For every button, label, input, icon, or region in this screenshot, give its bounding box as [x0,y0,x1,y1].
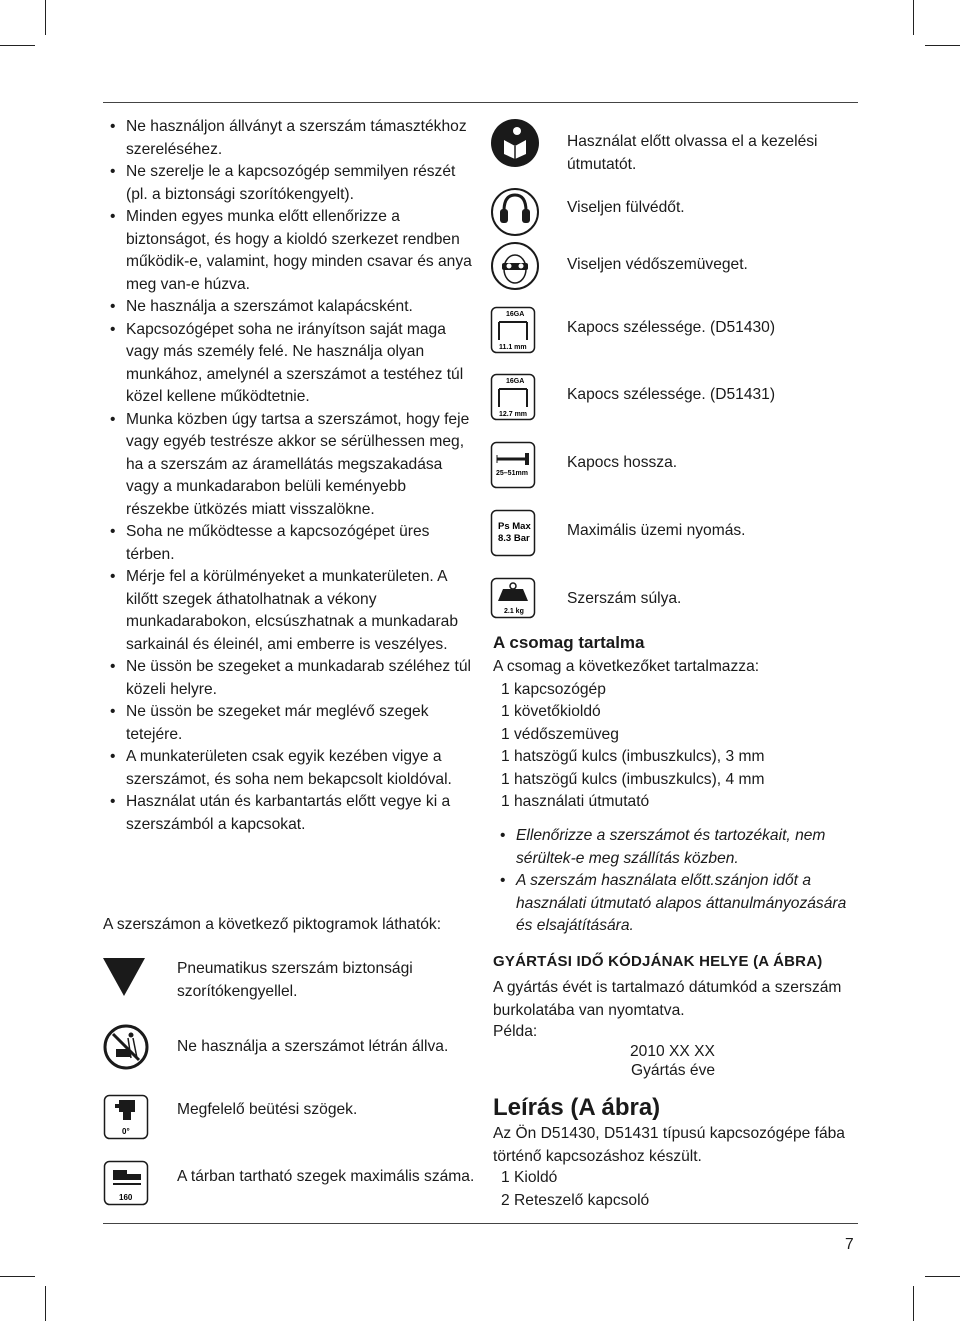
picto-text: A tárban tartható szegek maximális száma. [177,1168,475,1185]
picto-text: Kapocs szélessége. (D51430) [567,319,776,336]
weight-icon [490,577,536,619]
crop-mark [0,45,35,46]
picto-text: Ne használja a szerszámot létrán állva. [177,1038,449,1055]
picto-text: Viseljen védőszemüveget. [567,256,748,273]
date-code-text: A gyártás évét is tartalmazó dátumkód a szerszám burkolatába van nyomtatva. [493,979,842,1019]
staple-width-icon [490,306,536,354]
list-item: • Ne szerelje le a kapcsozógép semmilyen részét (pl. a biztonsági szorítókengyelt). [103,161,473,206]
list-item: • Minden egyes munka előtt ellenőrizze a biztonságot, és hogy a kioldó szerkezet rendben működik-e, valamint, hogy minden csavar és anya meg van-e húzva. [103,206,473,296]
driving-angle-icon [103,1094,149,1140]
picto-text: Megfelelő beütési szögek. [177,1101,358,1118]
package-notes [493,825,848,938]
list-item: • Ne használjon állványt a szerszám támasztékhoz szereléséhez. [103,116,473,161]
size-label: 12.7 mm [499,411,528,418]
crop-mark [0,1276,35,1277]
description-items [493,1167,863,1212]
list-item: 1 Kioldó [501,1169,558,1186]
capacity-label: 160 [119,1193,133,1202]
list-item: 1 kapcsozógép [501,680,606,698]
package-block [493,656,863,814]
angle-label: 0° [122,1127,130,1136]
picto-text: Használat előtt olvassa el a kezelési útmutatót. [567,133,818,173]
list-item: • Ellenőrizze a szerszámot és tartozékait, nem sérültek-e meg szállítás közben. [493,825,848,870]
list-item: 1 hatszögű kulcs (imbuszkulcs), 4 mm [501,770,765,788]
list-item: • A szerszám használata előtt.szánjon időt a használati útmutató alapos áttanulmányozására és elsajátítására. [493,870,848,938]
package-title: A csomag tartalma [493,633,645,652]
package-intro: A csomag a következőket tartalmazza: [493,658,760,675]
crop-mark [45,1286,46,1321]
pressure-label: Ps Max [498,521,531,532]
list-item: • Mérje fel a körülményeket a munkaterületen. A kilőtt szegek áthatolhatnak a vékony munkadarabokon, elcsúszhatnak a munkadarab sarkainál és éleinél, ami emberre is veszélyes. [103,566,473,656]
page-number: 7 [845,1236,854,1253]
pressure-icon [490,509,536,557]
gauge-label: 16GA [506,378,525,385]
warning-triangle-icon [103,958,145,998]
list-item: • Soha ne működtesse a kapcsozógépet üres térben. [103,521,473,566]
header-rule [103,102,858,103]
list-item: 2 Reteszelő kapcsoló [501,1191,650,1209]
pressure-value: 8.3 Bar [498,533,530,544]
list-item: • Ne használja a szerszámot kalapácsként. [103,296,473,319]
picto-text: Pneumatikus szerszám biztonsági szorítókengyellel. [177,960,413,1000]
size-label: 25–51mm [496,470,528,477]
picto-text: Kapocs hossza. [567,454,678,471]
eye-protection-icon [490,241,540,291]
crop-mark [925,45,960,46]
gauge-label: 16GA [506,311,525,318]
safety-list [103,116,473,836]
crop-mark [913,1286,914,1321]
list-item: • A munkaterületen csak egyik kezében vigye a szerszámot, és soha nem bekapcsolt kioldóval. [103,746,473,791]
list-item: 1 használati útmutató [501,793,650,810]
magazine-capacity-icon [103,1160,149,1206]
list-item: • Kapcsozógépet soha ne irányítson saját maga vagy más személy felé. Ne használja olyan munkához, amelynél a szerszámot a testéhez túl közel kellene működtetnie. [103,319,473,409]
size-label: 2.1 kg [504,608,524,615]
picto-text: Szerszám súlya. [567,590,682,607]
crop-mark [925,1276,960,1277]
list-item: • Munka közben úgy tartsa a szerszámot, hogy feje vagy egyéb testrésze akkor se sérülhessen meg, ha a szerszám az áramellátás megszakadása vagy a munkadarabon belüli keményebb részekbe ütközés miatt visszalökne. [103,409,473,522]
read-manual-icon [490,118,540,168]
ear-protection-icon [490,187,540,237]
example-label: Példa: [493,1023,538,1040]
crop-mark [913,0,914,35]
picto-text: Viseljen fülvédőt. [567,199,685,216]
date-code-title: GYÁRTÁSI IDŐ KÓDJÁNAK HELYE (A ÁBRA) [493,953,823,970]
no-ladder-icon [103,1024,149,1070]
staple-length-icon [490,441,536,489]
crop-mark [45,0,46,35]
picto-text: Maximális üzemi nyomás. [567,522,746,539]
footer-rule [103,1223,858,1224]
description-text: Az Ön D51430, D51431 típusú kapcsozógépe fába történő kapcsozáshoz készült. [493,1125,845,1165]
list-item: 1 követőkioldó [501,703,601,720]
description-title: Leírás (A ábra) [493,1094,661,1121]
staple-width-icon [490,373,536,421]
example-caption: Gyártás éve [631,1062,716,1079]
list-item: • Ne üssön be szegeket már meglévő szegek tetejére. [103,701,473,746]
list-item: 1 hatszögű kulcs (imbuszkulcs), 3 mm [501,748,765,765]
list-item: 1 védőszemüveg [501,725,619,743]
list-item: • Használat után és karbantartás előtt vegye ki a szerszámból a kapcsokat. [103,791,473,836]
picto-text: Kapocs szélessége. (D51431) [567,386,776,403]
list-item: • Ne üssön be szegeket a munkadarab széléhez túl közeli helyre. [103,656,473,701]
example-code: 2010 XX XX [630,1043,715,1060]
size-label: 11.1 mm [499,344,527,351]
pictogram-intro: A szerszámon a következő piktogramok láthatók: [103,916,442,933]
